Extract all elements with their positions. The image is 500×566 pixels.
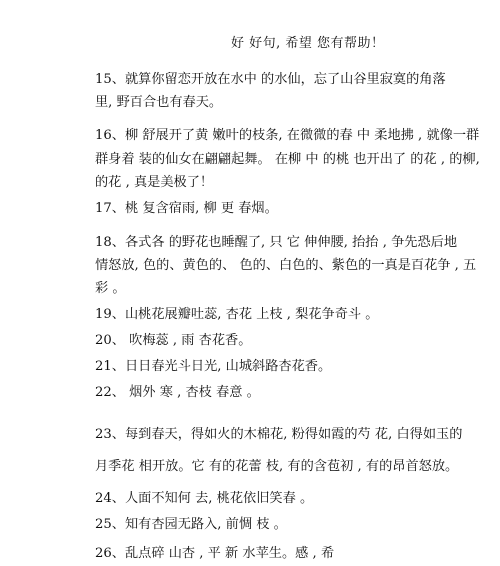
item-23-line-1: 23、每到春天，得如火的木棉花, 粉得如霞的芍 花, 白得如玉的 xyxy=(95,427,463,442)
item-18-line-1: 18、各式各 的野花也睡醒了, 只 它 伸伸腰, 抬抬 , 争先恐后地 xyxy=(95,235,458,250)
item-16-line-2: 群身着 装的仙女在翩翩起舞。 在柳 中 的桃 也开出了 的花 , 的柳, xyxy=(95,152,480,167)
item-16-line-1: 16、柳 舒展开了黄 嫩叶的枝条, 在微微的春 中 柔地拂 , 就像一群 xyxy=(95,128,480,143)
item-21-line-1: 21、日日春光斗日光, 山城斜路杏花香。 xyxy=(95,359,332,374)
page-header: 好 好句, 希望 您有帮助！ xyxy=(231,36,385,51)
item-20-line-1: 20、 吹梅蕊 , 雨 杏花香。 xyxy=(95,333,252,348)
item-18-line-3: 彩 。 xyxy=(95,281,126,296)
item-16-line-3: 的花 , 真是美极了！ xyxy=(95,175,214,190)
item-22-line-1: 22、 烟外 寒 , 杏枝 春意 。 xyxy=(95,385,260,400)
item-15-line-2: 里, 野百合也有春天。 xyxy=(95,95,223,110)
item-26-line-1: 26、乱点碎 山杏 , 平 新 水苹生。感 , 希 xyxy=(95,546,335,561)
item-15-line-1: 15、就算你留恋开放在水中 的水仙，忘了山谷里寂寞的角落 xyxy=(95,72,446,87)
item-23-line-2: 月季花 相开放。它 有的花蕾 枝, 有的含苞初 , 有的昂首怒放。 xyxy=(95,459,459,474)
item-25-line-1: 25、知有杏园无路入, 前惆 枝 。 xyxy=(95,517,287,532)
item-19-line-1: 19、山桃花展瓣吐蕊, 杏花 上枝 , 梨花争奇斗 。 xyxy=(95,307,379,322)
item-24-line-1: 24、人面不知何 去, 桃花依旧笑春 。 xyxy=(95,491,314,506)
item-17-line-1: 17、桃 复含宿雨, 柳 更 春烟。 xyxy=(95,201,278,216)
item-18-line-2: 情怒放, 色的、黄色的、 色的、白色的、紫色的一真是百花争 , 五 xyxy=(95,258,477,273)
